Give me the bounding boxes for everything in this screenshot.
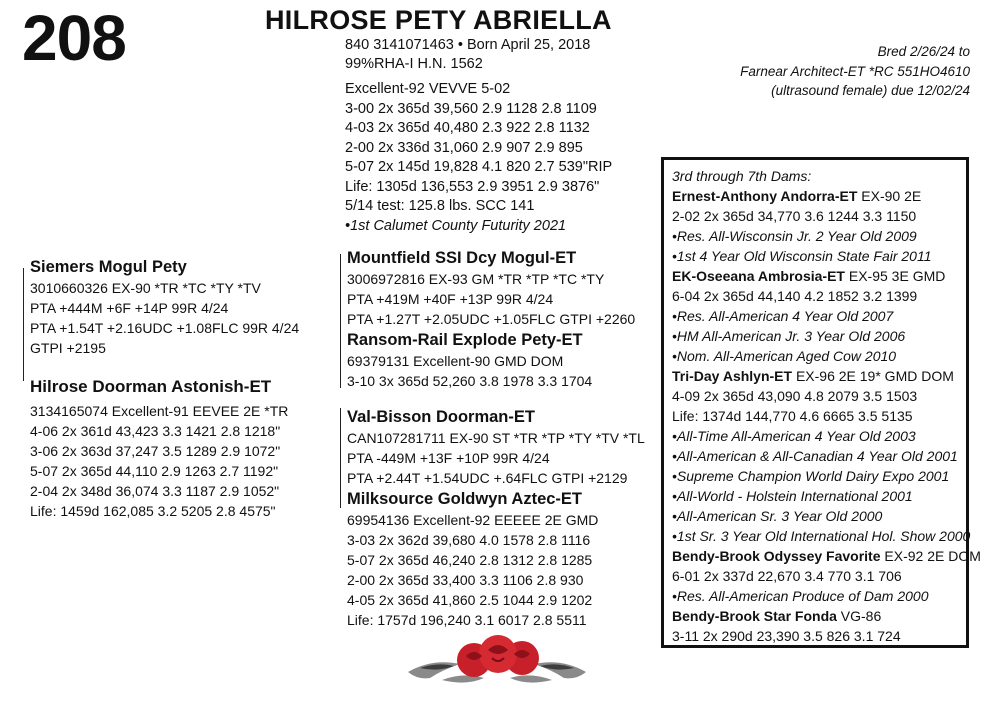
bred-sire: Farnear Architect-ET *RC 551HO4610 [740,63,970,79]
ancestor-dam-class: EX-96 2E 19* GMD DOM [792,368,954,384]
dams-box-heading: 3rd through 7th Dams: [672,168,812,184]
sire-line: PTA +1.54T +2.16UDC +1.08FLC 99R 4/24 [30,320,300,336]
record-row: 5-07 2x 145d 19,828 4.1 820 2.7 539"RIP [345,159,613,175]
record-life: Life: 1305d 136,553 2.9 3951 2.9 3876" [345,178,600,195]
sire-dam-line: 3-10 3x 365d 52,260 3.8 1978 3.3 1704 [347,373,593,389]
ancestor-dam-name: Bendy-Brook Star Fonda [672,608,837,624]
rose-ornament-icon [402,628,592,690]
animal-name: HILROSE PETY ABRIELLA [265,5,612,35]
dam-line: 3134165074 Excellent-91 EEVEE 2E *TR [30,403,289,419]
dam-line: Life: 1459d 162,085 3.2 5205 2.8 4575" [30,503,276,519]
dam-block [30,376,288,521]
animal-honor: •1st Calumet County Futurity 2021 [345,217,567,234]
ancestor-dam-record: Life: 1374d 144,770 4.6 6665 3.5 5135 [672,408,913,424]
dam-sire-line: CAN107281711 EX-90 ST *TR *TP *TY *TV *TL [347,430,645,446]
record-row: 2-00 2x 336d 31,060 2.9 907 2.9 895 [345,139,583,156]
sire-line: PTA +444M +6F +14P 99R 4/24 [30,300,229,316]
sire-line: GTPI +2195 [30,340,106,356]
sire-line: 3010660326 EX-90 *TR *TC *TY *TV [30,280,261,296]
ancestor-dam-class: VG-86 [836,608,882,624]
ancestor-dam-record: 4-09 2x 365d 43,090 4.8 2079 3.5 1503 [672,388,918,404]
sire-dam-line: 69379131 Excellent-90 GMD DOM [347,353,564,369]
sire-dam-block [347,329,592,391]
ancestor-dam-honor: •Res. All-American Produce of Dam 2000 [672,588,929,604]
sire-sire-line: PTA +1.27T +2.05UDC +1.05FLC GTPI +2260 [347,311,636,327]
bred-due: (ultrasound female) due 12/02/24 [771,83,970,98]
pedigree-line-sire [340,254,341,388]
ancestor-dam-name: Tri-Day Ashlyn-ET [672,368,793,384]
pedigree-line-dam [340,408,341,508]
dam-dam-line: 3-03 2x 362d 39,680 4.0 1578 2.8 1116 [347,532,591,548]
dam-sire-line: PTA -449M +13F +10P 99R 4/24 [347,450,550,466]
animal-records [345,100,612,198]
ancestor-dam-record: 2-02 2x 365d 34,770 3.6 1244 3.3 1150 [672,208,917,224]
sire-sire-name: Mountfield SSI Dcy Mogul-ET [347,249,577,267]
ancestor-dam-record: 3-11 2x 290d 23,390 3.5 826 3.1 724 [672,628,901,644]
bred-line: Bred 2/26/24 to [877,44,970,59]
animal-test: 5/14 test: 125.8 lbs. SCC 141 [345,198,535,214]
ancestor-dam-honor: •All-World - Holstein International 2001 [672,488,913,504]
ancestor-dam [672,546,981,606]
ancestor-dam-name: EK-Oseeana Ambrosia-ET [672,268,845,284]
dam-dam-line: 4-05 2x 365d 41,860 2.5 1044 2.9 1202 [347,592,593,608]
record-row: 4-03 2x 365d 40,480 2.3 922 2.8 1132 [345,120,590,136]
sire-dam-name: Ransom-Rail Explode Pety-ET [347,331,583,349]
dam-dam-name: Milksource Goldwyn Aztec-ET [347,490,583,508]
dam-dam-block [347,488,598,630]
dam-sire-block [347,406,645,488]
dam-line: 5-07 2x 365d 44,110 2.9 1263 2.7 1192" [30,463,279,479]
ancestor-dam-honor: •Res. All-American 4 Year Old 2007 [672,308,894,324]
dam-line: 4-06 2x 361d 43,423 3.3 1421 2.8 1218" [30,423,281,439]
lot-number: 208 [22,2,126,74]
dam-dam-line: 69954136 Excellent-92 EEEEE 2E GMD [347,512,599,528]
ancestor-dam-honor: •HM All-American Jr. 3 Year Old 2006 [672,328,906,344]
ancestor-dam-honor: •1st 4 Year Old Wisconsin State Fair 2011 [672,248,932,264]
ancestor-dam-record: 6-01 2x 337d 22,670 3.4 770 3.1 706 [672,568,902,584]
ancestor-dam-record: 6-04 2x 365d 44,140 4.2 1852 3.2 1399 [672,288,918,304]
dam-sire-name: Val-Bisson Doorman-ET [347,408,535,426]
ancestor-dam-honor: •Res. All-Wisconsin Jr. 2 Year Old 2009 [672,228,917,244]
dam-dam-line: 2-00 2x 365d 33,400 3.3 1106 2.8 930 [347,572,584,588]
ancestor-dam-honor: •All-Time All-American 4 Year Old 2003 [672,428,916,444]
sire-sire-line: 3006972816 EX-93 GM *TR *TP *TC *TY [347,271,605,287]
animal-classification: Excellent-92 VEVVE 5-02 [345,81,511,97]
ancestor-dam-name: Bendy-Brook Odyssey Favorite [672,548,881,564]
dam-dam-line: Life: 1757d 196,240 3.1 6017 2.8 5511 [347,612,587,628]
ancestor-dam-class: EX-95 3E GMD [844,268,946,284]
dam-line: 2-04 2x 348d 36,074 3.3 1187 2.9 1052" [30,483,280,499]
animal-info [345,36,612,236]
ancestor-dam-class: EX-90 2E [857,188,922,204]
ancestor-dam [672,606,981,646]
animal-breed-line: 99%RHA-I H.N. 1562 [345,56,483,72]
ancestor-dam-class: EX-92 2E DOM [880,548,981,564]
ancestor-dam-honor: •All-American Sr. 3 Year Old 2000 [672,508,883,524]
sire-sire-line: PTA +419M +40F +13P 99R 4/24 [347,291,554,307]
sire-block [30,256,299,358]
ancestor-dam-honor: •All-American & All-Canadian 4 Year Old 2001 [672,448,958,464]
dam-line: 3-06 2x 363d 37,247 3.5 1289 2.9 1072" [30,443,281,459]
ancestor-dam [672,366,981,546]
sire-sire-block [347,247,635,329]
ancestor-dam-honor: •Supreme Champion World Dairy Expo 2001 [672,468,950,484]
ancestor-dam [672,266,981,366]
record-row: 3-00 2x 365d 39,560 2.9 1128 2.8 1109 [345,100,597,117]
pedigree-line-left [23,268,24,381]
ancestor-dam [672,186,981,266]
dam-name: Hilrose Doorman Astonish-ET [30,377,272,396]
ancestor-dam-name: Ernest-Anthony Andorra-ET [672,188,858,204]
dam-dam-line: 5-07 2x 365d 46,240 2.8 1312 2.8 1285 [347,552,593,568]
sire-name: Siemers Mogul Pety [30,258,187,276]
ancestor-dam-honor: •1st Sr. 3 Year Old International Hol. Show 2000 [672,528,971,544]
animal-id-line: 840 3141071463 • Born April 25, 2018 [345,37,591,53]
ancestor-dams-box [661,157,981,648]
dam-sire-line: PTA +2.44T +1.54UDC +.64FLC GTPI +2129 [347,470,628,486]
ancestor-dam-honor: •Nom. All-American Aged Cow 2010 [672,348,897,364]
bred-info [740,42,970,101]
